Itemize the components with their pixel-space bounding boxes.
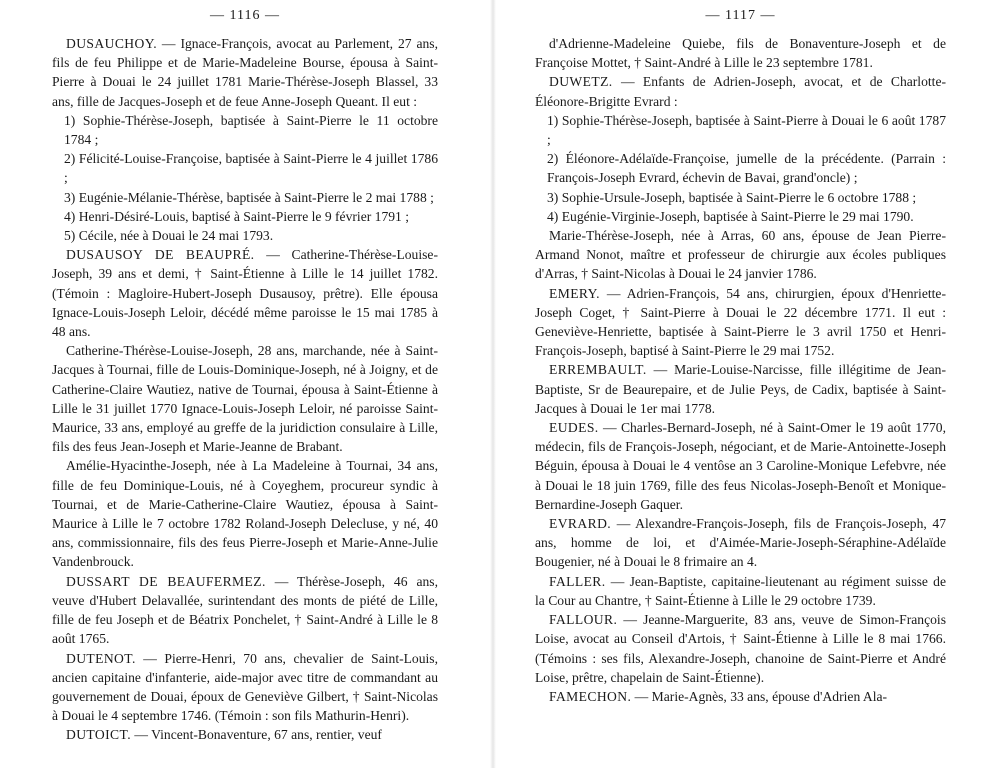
surname-heading: DUSSART DE BEAUFERMEZ. bbox=[66, 573, 266, 589]
genealogy-entry bbox=[52, 245, 438, 341]
child-entry: 4) Eugénie-Virginie-Joseph, baptisée à Saint-Pierre le 29 mai 1790. bbox=[547, 208, 914, 224]
surname-heading: DUSAUSOY DE BEAUPRÉ. bbox=[66, 247, 255, 263]
entry-text: — Jean-Baptiste, capitaine-lieutenant au régiment suisse de la Cour au Chantre, † Saint-Étienne à Lille le 29 octobre 1739. bbox=[535, 573, 946, 608]
child-entry: 5) Cécile, née à Douai le 24 mai 1793. bbox=[64, 228, 274, 244]
entry-text: — Vincent-Bonaventure, 67 ans, rentier, veuf bbox=[131, 727, 382, 743]
child-entry: 2) Éléonore-Adélaïde-Françoise, jumelle de la précédente. (Parrain : François-Joseph Evrard, échevin de Bavai, grand'oncle) ; bbox=[547, 151, 946, 186]
genealogy-entry bbox=[535, 687, 946, 706]
surname-heading: DUWETZ. bbox=[549, 74, 613, 90]
surname-heading: FAMECHON. bbox=[549, 688, 632, 704]
genealogy-entry bbox=[535, 284, 946, 361]
child-entry: 3) Sophie-Ursule-Joseph, baptisée à Saint-Pierre le 6 octobre 1788 ; bbox=[547, 189, 917, 205]
genealogy-entry bbox=[535, 418, 946, 514]
entry-text: Catherine-Thérèse-Louise-Joseph, 28 ans, marchande, née à Saint-Jacques à Tournai, fille de Louis-Dominique-Joseph, né à Joigny, et de Catherine-Claire Wautiez, native de Tournai, épousa à Saint-Étienne à Lille le 31 juillet 1770 Ignace-Louis-Joseph Leloir, né paroisse Saint-Maurice, 33 ans, employé au greffe de la juridiction consulaire à Lille, fils des feus Jean-Joseph et Marie-Jeanne de Brabant. bbox=[52, 343, 438, 455]
surname-heading: FALLOUR. bbox=[549, 612, 618, 628]
entry-text: — Jeanne-Marguerite, 83 ans, veuve de Simon-François Loise, avocat au Conseil d'Artois, † Saint-Étienne à Lille le 8 mai 1766. (Témoins : ses fils, Alexandre-Joseph, chanoine de Saint-Pierre et André Loise, prêtre, chapelain de Saint-Étienne). bbox=[535, 612, 946, 685]
genealogy-entry bbox=[52, 649, 438, 726]
entry-text: — Ignace-François, avocat au Parlement, 27 ans, fils de feu Philippe et de Marie-Madeleine Bourse, épousa à Saint-Pierre à Douai le 24 juillet 1781 Marie-Thérèse-Joseph Blassel, 33 ans, fille de Jacques-Joseph et de feue Anne-Joseph Queant. Il eut : bbox=[52, 36, 438, 109]
surname-heading: DUTOICT. bbox=[66, 727, 131, 743]
genealogy-entry bbox=[52, 456, 438, 571]
genealogy-entry bbox=[52, 341, 438, 456]
entry-text: Amélie-Hyacinthe-Joseph, née à La Madeleine à Tournai, 34 ans, fille de feu Dominique-Louis, né à Coyeghem, procureur syndic à Tournai, et de Marie-Catherine-Claire Wautiez, épousa à Saint-Maurice à Lille le 7 octobre 1782 Roland-Joseph Delecluse, y né, 40 ans, commissionnaire, fils des feus Pierre-Joseph et Marie-Anne-Julie Vandenbrouck. bbox=[52, 458, 438, 570]
entry-text: — Adrien-François, 54 ans, chirurgien, époux d'Henriette-Joseph Coget, † Saint-Pierre à Douai le 22 décembre 1771. Il eut : Geneviève-Henriette, baptisée à Saint-Pierre le 3 avril 1750 et Henri-François-Joseph, baptisé à Saint-Pierre le 29 mai 1752. bbox=[535, 285, 946, 359]
page-text bbox=[535, 34, 946, 706]
surname-heading: FALLER. bbox=[549, 573, 606, 589]
surname-heading: DUTENOT. bbox=[66, 650, 136, 666]
entry-text: — Catherine-Thérèse-Louise-Joseph, 39 ans et demi, † Saint-Étienne à Lille le 14 juillet 1782. (Témoin : Magloire-Hubert-Joseph Dusausoy, prêtre). Elle épousa Ignace-Louis-Joseph Leloir, décédé même paroisse le 15 mai 1785 à 48 ans. bbox=[52, 247, 438, 340]
genealogy-entry bbox=[52, 725, 438, 744]
surname-heading: EMERY. bbox=[549, 285, 600, 301]
genealogy-entry bbox=[535, 72, 946, 110]
entry-text: — Thérèse-Joseph, 46 ans, veuve d'Hubert Delavallée, surintendant des monts de piété de Lille, fille de feu Joseph et de Béatrix Ponchelet, † Saint-André à Lille le 8 août 1765. bbox=[52, 573, 438, 647]
entry-text: — Charles-Bernard-Joseph, né à Saint-Omer le 19 août 1770, médecin, fils de François-Joseph, négociant, et de Marie-Antoinette-Joseph Béguin, épousa à Douai le 4 ventôse an 3 Caroline-Monique Lefebvre, née à Douai le 18 juin 1769, fille des feus Nicolas-Joseph-Benoît et Monique-Bernardine-Joseph Gaquer. bbox=[535, 420, 946, 512]
genealogy-entry bbox=[535, 514, 946, 572]
entry-text: — Enfants de Adrien-Joseph, avocat, et de Charlotte-Éléonore-Brigitte Evrard : bbox=[535, 74, 946, 109]
surname-heading: ERREMBAULT. bbox=[549, 362, 647, 378]
genealogy-entry bbox=[52, 572, 438, 649]
right-page bbox=[493, 0, 986, 768]
entry-text: Marie-Thérèse-Joseph, née à Arras, 60 ans, épouse de Jean Pierre-Armand Nonot, maître et professeur de chirurgie aux écoles publiques d'Arras, † Saint-Nicolas à Douai le 24 janvier 1786. bbox=[535, 228, 946, 282]
entry-text: — Marie-Louise-Narcisse, fille illégitime de Jean-Baptiste, Sr de Beaurepaire, et de Julie Peys, de Cadix, baptisée à Saint-Jacques à Douai le 1er mai 1778. bbox=[535, 362, 946, 416]
child-entry: 2) Félicité-Louise-Françoise, baptisée à Saint-Pierre le 4 juillet 1786 ; bbox=[64, 151, 438, 186]
genealogy-entry bbox=[535, 34, 946, 72]
child-entry: 4) Henri-Désiré-Louis, baptisé à Saint-Pierre le 9 février 1791 ; bbox=[64, 208, 410, 224]
page-number: — 1117 — bbox=[705, 8, 776, 23]
entry-text: — Pierre-Henri, 70 ans, chevalier de Saint-Louis, ancien capitaine d'infanterie, aide-major avec titre de commandant au gouvernement de Douai, époux de Geneviève Gilbert, † Saint-Nicolas à Douai le 4 septembre 1746. (Témoin : son fils Mathurin-Henri). bbox=[52, 650, 438, 724]
genealogy-entry bbox=[535, 610, 946, 687]
page-text bbox=[52, 34, 438, 745]
entry-text: d'Adrienne-Madeleine Quiebe, fils de Bonaventure-Joseph et de Françoise Mottet, † Saint-André à Lille le 23 septembre 1781. bbox=[535, 36, 946, 71]
entry-text: — Alexandre-François-Joseph, fils de François-Joseph, 47 ans, homme de loi, et d'Aimée-Marie-Joseph-Séraphine-Adélaïde Bougenier, né à Douai le 8 frimaire an 4. bbox=[535, 516, 946, 570]
child-entry: 1) Sophie-Thérèse-Joseph, baptisée à Saint-Pierre le 11 octobre 1784 ; bbox=[64, 112, 438, 148]
child-entry: 1) Sophie-Thérèse-Joseph, baptisée à Saint-Pierre à Douai le 6 août 1787 ; bbox=[547, 112, 946, 148]
entry-text: — Marie-Agnès, 33 ans, épouse d'Adrien Ala- bbox=[631, 688, 888, 704]
surname-heading: DUSAUCHOY. bbox=[66, 36, 157, 51]
surname-heading: EUDES. bbox=[549, 420, 599, 436]
genealogy-entry bbox=[535, 226, 946, 284]
child-entry: 3) Eugénie-Mélanie-Thérèse, baptisée à Saint-Pierre le 2 mai 1788 ; bbox=[64, 189, 434, 205]
surname-heading: EVRARD. bbox=[549, 516, 612, 532]
page-number: — 1116 — bbox=[210, 8, 280, 23]
genealogy-entry bbox=[535, 360, 946, 418]
genealogy-entry bbox=[535, 572, 946, 610]
genealogy-entry bbox=[52, 34, 438, 111]
